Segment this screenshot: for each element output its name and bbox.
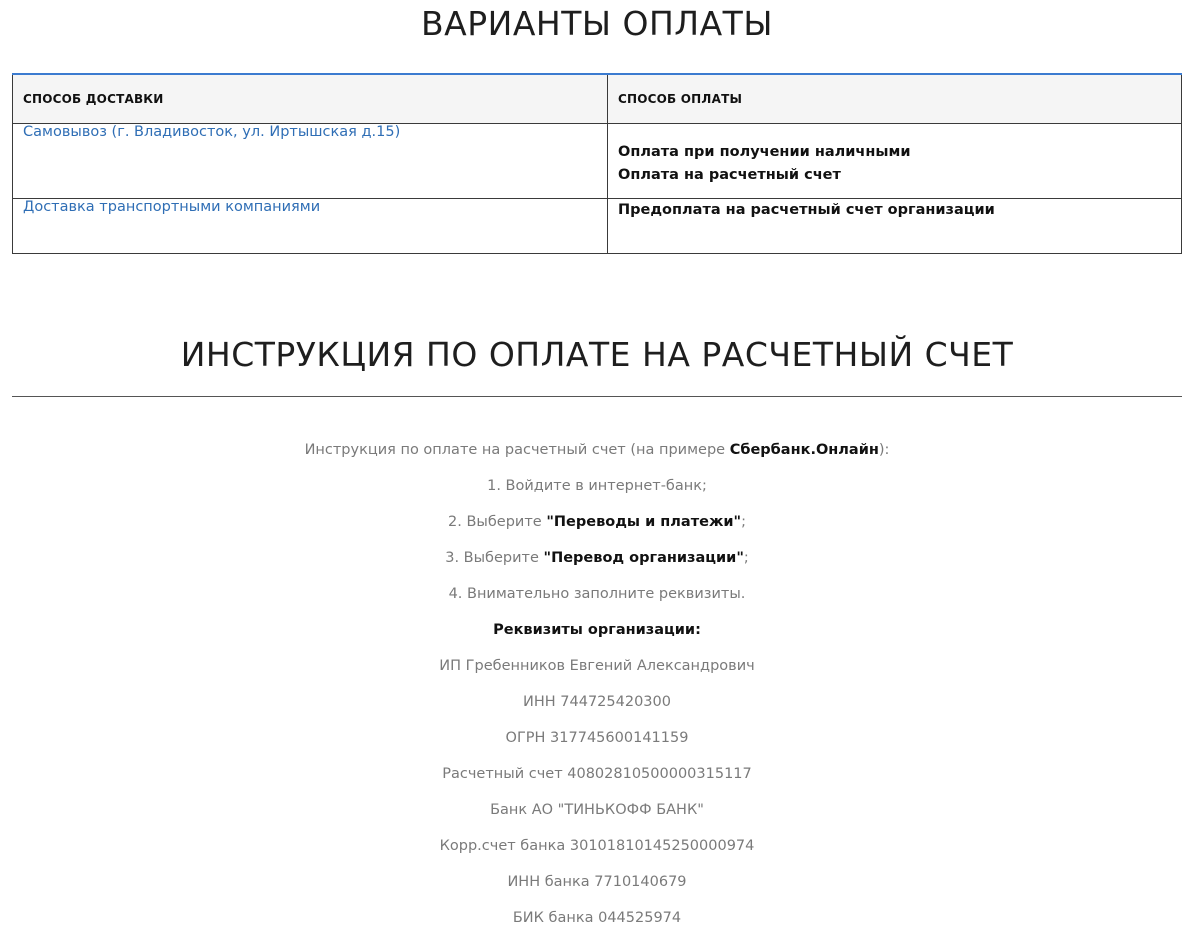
requisite-company: ИП Гребенников Евгений Александрович <box>439 658 755 674</box>
payment-options-table <box>12 73 1182 254</box>
payment-method-header: СПОСОБ ОПЛАТЫ <box>608 74 1182 124</box>
payment-method-cash: Оплата при получении наличными <box>618 144 911 160</box>
requisite-bank: Банк АО "ТИНЬКОФФ БАНК" <box>490 802 704 818</box>
payment-options-title: ВАРИАНТЫ ОПЛАТЫ <box>421 4 773 43</box>
requisite-corr-account: Корр.счет банка 30101810145250000974 <box>439 838 755 854</box>
requisite-bank-inn: ИНН банка 7710140679 <box>507 874 687 890</box>
instruction-step-1: 1. Войдите в интернет-банк; <box>487 478 707 494</box>
section-divider <box>12 396 1182 397</box>
table-header-row <box>13 74 1182 124</box>
requisite-inn: ИНН 744725420300 <box>523 694 671 710</box>
table-row <box>13 199 1182 254</box>
bank-name: Сбербанк.Онлайн <box>729 442 879 458</box>
requisites-title: Реквизиты организации: <box>493 622 701 638</box>
payment-method-prepayment: Предоплата на расчетный счет организации <box>618 202 995 218</box>
instruction-intro: Инструкция по оплате на расчетный счет (на примере Сбербанк.Онлайн): <box>304 442 890 458</box>
payment-cell <box>608 199 1182 254</box>
delivery-cell <box>13 124 608 199</box>
delivery-cell <box>13 199 608 254</box>
transport-delivery-link[interactable]: Доставка транспортными компаниями <box>23 199 321 215</box>
instruction-step-3: 3. Выберите "Перевод организации"; <box>445 550 749 566</box>
requisite-bik: БИК банка 044525974 <box>512 910 682 926</box>
instruction-step-2: 2. Выберите "Переводы и платежи"; <box>448 514 746 530</box>
payment-method-account: Оплата на расчетный счет <box>618 167 841 183</box>
instruction-text <box>12 432 1182 936</box>
delivery-method-header: СПОСОБ ДОСТАВКИ <box>13 74 608 124</box>
requisite-ogrn: ОГРН 317745600141159 <box>505 730 689 746</box>
pickup-delivery-link[interactable]: Самовывоз (г. Владивосток, ул. Иртышская д.15) <box>23 124 401 140</box>
requisite-account: Расчетный счет 40802810500000315117 <box>442 766 752 782</box>
table-row <box>13 124 1182 199</box>
instruction-step-4: 4. Внимательно заполните реквизиты. <box>448 586 746 602</box>
payment-cell <box>608 124 1182 199</box>
instruction-title: ИНСТРУКЦИЯ ПО ОПЛАТЕ НА РАСЧЕТНЫЙ СЧЕТ <box>180 335 1014 374</box>
